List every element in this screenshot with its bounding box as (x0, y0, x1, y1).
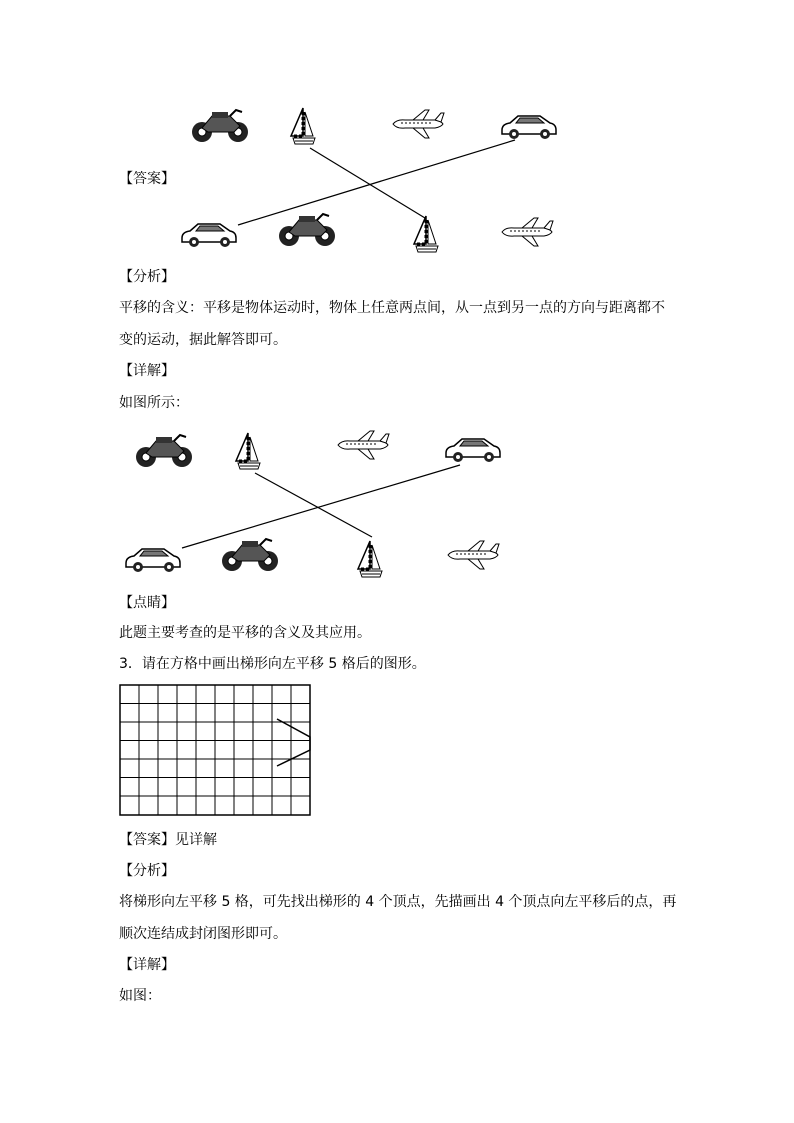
trapezoid-grid (119, 684, 315, 818)
car-icon (126, 549, 180, 572)
motorcycle-icon (136, 435, 192, 467)
sailboat-icon (236, 433, 260, 469)
q3-analysis-line2: 顺次连结成封闭图形即可。 (119, 926, 287, 942)
q3-analysis-label: 【分析】 (119, 863, 175, 879)
sailboat-icon (414, 216, 438, 252)
q3-analysis-line1: 将梯形向左平移 5 格，可先找出梯形的 4 个顶点，先描画出 4 个顶点向左平移后的点，再 (119, 894, 677, 910)
analysis-text-line2: 变的运动，据此解答即可。 (119, 332, 287, 348)
car-icon (446, 439, 500, 462)
q3-answer: 【答案】见详解 (119, 832, 217, 848)
airplane-icon (448, 541, 499, 569)
airplane-icon (502, 218, 553, 246)
matching-figure-answer (175, 100, 575, 260)
comment-label: 【点睛】 (119, 595, 175, 611)
q3-detail-intro: 如图： (119, 988, 161, 1004)
sailboat-icon (358, 541, 382, 577)
match-line (182, 465, 460, 548)
answer-label: 【答案】 (119, 171, 175, 187)
match-line (255, 473, 372, 537)
sailboat-icon (291, 108, 315, 144)
motorcycle-icon (222, 539, 278, 571)
matching-figure-detail (120, 425, 520, 585)
comment-text: 此题主要考查的是平移的含义及其应用。 (119, 625, 371, 641)
analysis-label: 【分析】 (119, 269, 175, 285)
question-3: 3．请在方格中画出梯形向左平移 5 格后的图形。 (119, 656, 426, 672)
analysis-text-line1: 平移的含义：平移是物体运动时，物体上任意两点间，从一点到另一点的方向与距离都不 (119, 300, 665, 316)
airplane-icon (338, 431, 389, 459)
car-icon (182, 224, 236, 247)
motorcycle-icon (279, 214, 335, 246)
match-line (238, 140, 515, 225)
car-icon (502, 116, 556, 139)
airplane-icon (393, 110, 444, 138)
match-line (310, 148, 425, 218)
detail-intro: 如图所示： (119, 395, 189, 411)
motorcycle-icon (192, 110, 248, 142)
q3-detail-label: 【详解】 (119, 957, 175, 973)
detail-label: 【详解】 (119, 363, 175, 379)
